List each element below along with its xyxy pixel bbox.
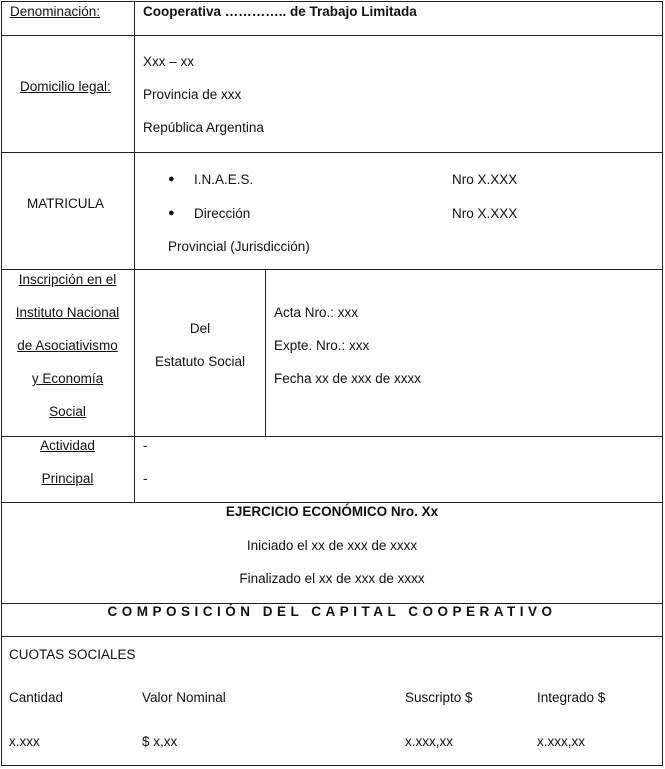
matricula-continuation: Provincial (Jurisdicción) [168,239,310,254]
ejercicio-title: EJERCICIO ECONÓMICO Nro. Xx [225,504,439,519]
column-divider [265,269,266,436]
matricula-item-nro: Nro X.XXX [452,172,518,187]
table-cell: x.xxx,xx [537,734,586,749]
inscripcion-label: Instituto Nacional [15,305,120,320]
bullet-icon: ● [168,173,175,185]
bullet-icon: ● [168,207,175,219]
row-divider [1,269,663,270]
column-divider [134,1,135,502]
column-header: Cantidad [9,690,64,705]
row-divider [1,502,663,503]
ejercicio-iniciado: Iniciado el xx de xxx de xxxx [246,538,418,553]
denominacion-value: Cooperativa ………….. de Trabajo Limitada [143,4,417,19]
table-cell: x.xxx [9,734,40,749]
cuotas-sociales-label: CUOTAS SOCIALES [9,647,136,662]
inscripcion-label: de Asociativismo [17,338,118,353]
row-divider [1,636,663,637]
ejercicio-finalizado: Finalizado el xx de xxx de xxxx [239,571,425,586]
matricula-item-name: Dirección [194,206,251,221]
inscripcion-label: Social [49,404,86,419]
fecha-value: Fecha xx de xxx de xxxx [274,371,422,386]
domicilio-label: Domicilio legal: [20,79,111,94]
table-border-right [662,1,663,766]
acta-value: Acta Nro.: xxx [274,305,359,320]
actividad-label: Principal [41,471,94,486]
row-divider [1,35,663,36]
inscripcion-label: Inscripción en el [18,272,117,287]
row-divider [1,436,663,437]
actividad-value: - [143,471,148,486]
actividad-value: - [143,438,148,453]
table-border-bottom [1,765,663,766]
column-header: Integrado $ [537,690,606,705]
matricula-item-nro: Nro X.XXX [452,206,518,221]
estatuto-label: Del [189,321,211,336]
column-header: Valor Nominal [142,690,226,705]
estatuto-label: Estatuto Social [154,354,246,369]
row-divider [1,152,663,153]
domicilio-line: Xxx – xx [143,54,195,69]
domicilio-line: Provincia de xxx [143,87,242,102]
domicilio-line: República Argentina [143,120,264,135]
capital-title: COMPOSICIÓN DEL CAPITAL COOPERATIVO [107,604,557,619]
matricula-item-name: I.N.A.E.S. [194,172,254,187]
matricula-label: MATRICULA [27,196,105,211]
table-border-top [1,1,663,2]
table-cell: x.xxx,xx [405,734,454,749]
expte-value: Expte. Nro.: xxx [274,338,370,353]
column-header: Suscripto $ [405,690,473,705]
table-cell: $ x,xx [142,734,178,749]
inscripcion-label: y Economía [31,371,104,386]
actividad-label: Actividad [40,438,95,453]
denominacion-label: Denominación: [10,4,101,19]
